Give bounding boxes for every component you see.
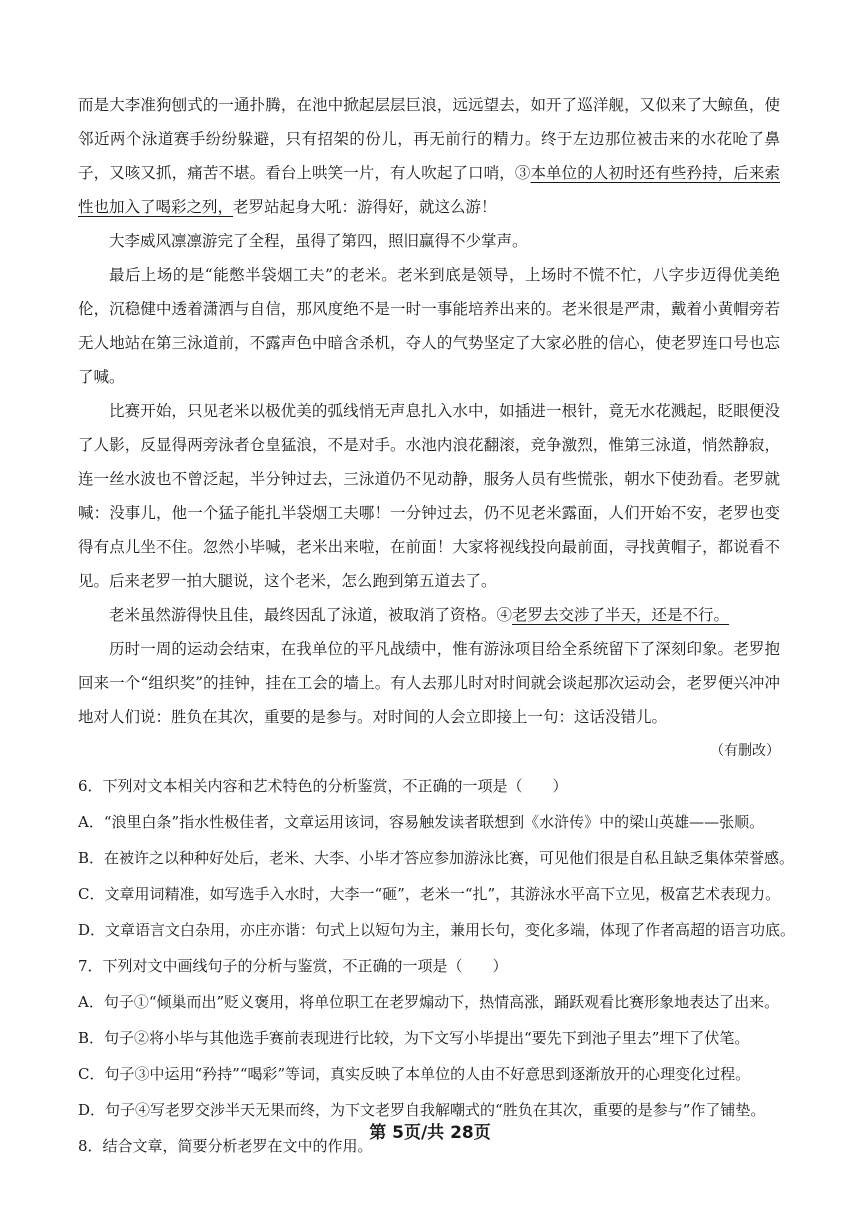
underlined-sentence-3: 本单位的人初时还有些矜持，后来索性也加入了喝彩之列， — [78, 164, 780, 216]
page-number-footer: 第 5页/共 28页 — [369, 1123, 491, 1143]
question-7-option-c: C．句子③中运用“矜持”“喝彩”等词，真实反映了本单位的人由不好意思到逐渐放开的心理变化过程。 — [78, 1065, 751, 1083]
paragraph-5-text: 老米虽然游得快且佳，最终因乱了泳道，被取消了资格。④ — [109, 606, 513, 624]
paragraph-1-tail: 老罗站起身大吼：游得好，就这么游！ — [233, 198, 497, 216]
question-8: 8．结合文章，简要分析老罗在文中的作用。 — [78, 1137, 373, 1155]
question-6-option-c: C．文章用词精准，如写选手入水时，大李一“砸”，老米一“扎”，其游泳水平高下立见，极富艺术表现力。 — [78, 885, 781, 903]
paragraph-1 — [78, 88, 780, 224]
paragraph-4: 比赛开始，只见老米以极优美的弧线悄无声息扎入水中，如插进一根针，竟无水花溅起，眨眼便没了人影，反显得两旁泳者仓皇猛浪，不是对手。水池内浪花翻滚，竞争激烈，惟第三泳道，悄然静寂，连一丝水波也不曾泛起，半分钟过去，三泳道仍不见动静，服务人员有些慌张，朝水下使劲看。老罗就喊：没事儿，他一个猛子能扎半袋烟工夫哪！一分钟过去，仍不见老米露面，人们开始不安，老罗也变得有点儿坐不住。忽然小毕喊，老米出来啦，在前面！大家将视线投向最前面，寻找黄帽子，都说看不见。后来老罗一拍大腿说，这个老米，怎么跑到第五道去了。 — [78, 402, 780, 590]
paragraph-3: 最后上场的是“能憋半袋烟工夫”的老米。老米到底是领导，上场时不慌不忙，八字步迈得优美绝伦，沉稳健中透着潇洒与自信，那风度绝不是一时一事能培养出来的。老米很是严肃，戴着小黄帽旁若无人地站在第三泳道前，不露声色中暗含杀机，夺人的气势坚定了大家必胜的信心，使老罗连口号也忘了喊。 — [78, 266, 780, 386]
question-7-option-a: A．句子①“倾巢而出”贬义褒用，将单位职工在老罗煽动下，热情高涨，踊跃观看比赛形象地表达了出来。 — [78, 993, 780, 1011]
question-7-option-b: B．句子②将小毕与其他选手赛前表现进行比较，为下文写小毕提出“要先下到池子里去”埋下了伏笔。 — [78, 1029, 750, 1047]
underlined-sentence-4: 老罗去交涉了半天，还是不行。 — [512, 606, 730, 624]
question-7-option-d: D．句子④写老罗交涉半天无果而终，为下文老罗自我解嘲式的“胜负在其次，重要的是参与”作了铺垫。 — [78, 1101, 766, 1119]
paragraph-5 — [78, 598, 780, 632]
question-6-option-d: D．文章语言文白杂用，亦庄亦谐：句式上以短句为主，兼用长句，变化多端，体现了作者高超的语言功底。 — [78, 921, 796, 939]
paragraph-2: 大李威风凛凛游完了全程，虽得了第四，照旧赢得不少掌声。 — [109, 232, 528, 250]
document-body — [78, 88, 796, 1164]
question-7: 7．下列对文中画线句子的分析与鉴赏，不正确的一项是（ ） — [78, 957, 508, 975]
question-6-option-b: B．在被许之以种种好处后，老米、大李、小毕才答应参加游泳比赛，可见他们很是自私且缺乏集体荣誉感。 — [78, 849, 795, 867]
paragraph-1-text: 而是大李准狗刨式的一通扑腾，在池中掀起层层巨浪，远远望去，如开了巡洋舰，又似来了大鲸鱼，使邻近两个泳道赛手纷纷躲避，只有招架的份儿，再无前行的精力。终于左边那位被击来的水花呛了鼻子，又咳又抓，痛苦不堪。看台上哄笑一片，有人吹起了口哨，③ — [78, 96, 780, 182]
question-6: 6．下列对文本相关内容和艺术特色的分析鉴赏，不正确的一项是（ ） — [78, 777, 568, 795]
question-6-option-a: A．“浪里白条”指水性极佳者，文章运用该词，容易触发读者联想到《水浒传》中的梁山英雄——张顺。 — [78, 813, 765, 831]
paragraph-6: 历时一周的运动会结束，在我单位的平凡战绩中，惟有游泳项目给全系统留下了深刻印象。老罗抱回来一个“组织奖”的挂钟，挂在工会的墙上。有人去那儿时对时间就会谈起那次运动会，老罗便兴冲冲地对人们说：胜负在其次，重要的是参与。对时间的人会立即接上一句：这话没错儿。 — [78, 640, 780, 726]
source-note: （有删改） — [710, 743, 780, 759]
